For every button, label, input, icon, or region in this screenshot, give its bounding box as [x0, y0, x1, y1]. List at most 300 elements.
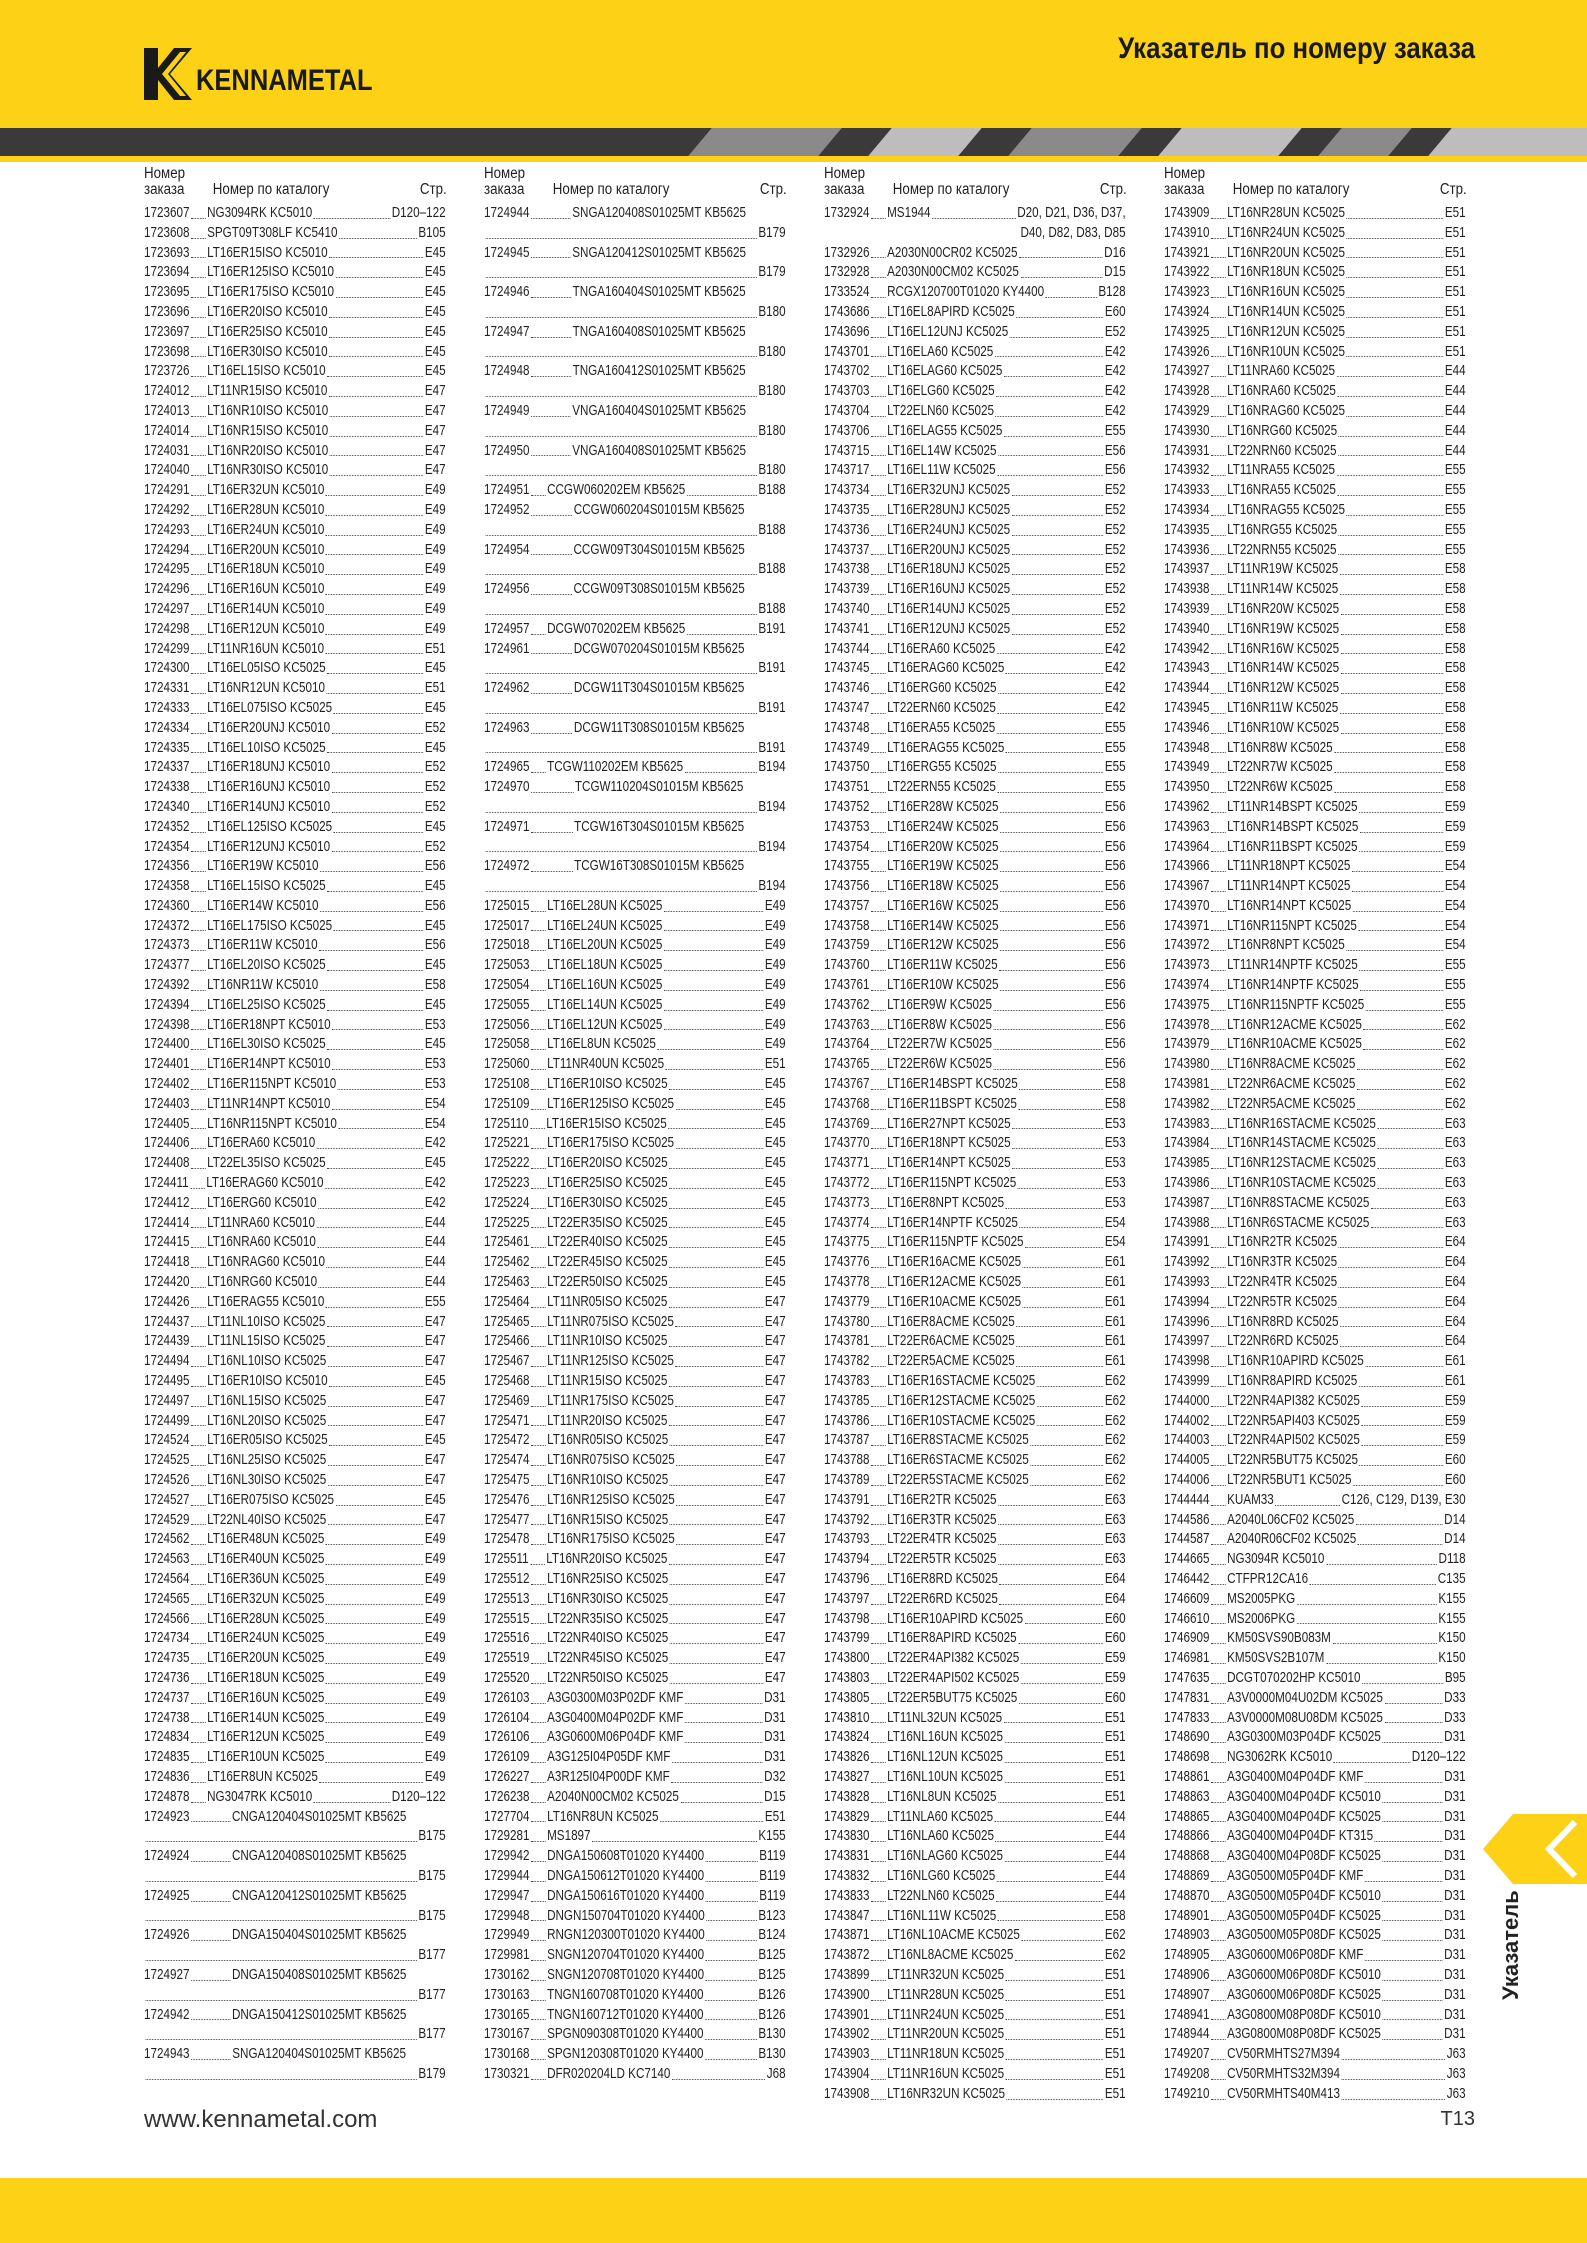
- index-row: [144, 739, 446, 759]
- catalog-number: CV50RMHTS40M413: [1227, 2085, 1340, 2102]
- page-reference: E47: [764, 1511, 786, 1528]
- leader-dots: [1023, 1253, 1103, 1268]
- leader-dots: [871, 699, 885, 714]
- leader-dots: [1338, 541, 1443, 556]
- catalog-number: A2040L06CF02 KC5025: [1227, 1511, 1355, 1528]
- leader-dots: [871, 1214, 885, 1229]
- order-number: 1743769: [824, 1115, 870, 1132]
- catalog-number: LT16NL10ISO KC5025: [207, 1353, 327, 1370]
- order-number: 1724439: [144, 1333, 190, 1350]
- index-row: [1164, 818, 1466, 838]
- order-number: 1725467: [484, 1353, 530, 1370]
- order-number: 1724338: [144, 779, 190, 796]
- catalog-number: LT16ER2TR KC5025: [887, 1491, 997, 1508]
- spacer: [406, 2006, 445, 2026]
- order-number: 1725513: [484, 1590, 530, 1607]
- leader-dots: [319, 1273, 423, 1288]
- index-row: [484, 1154, 786, 1174]
- page-reference: E44: [1104, 1808, 1126, 1825]
- page-reference: E44: [424, 1254, 446, 1271]
- catalog-number: LT16ERAG55 KC5025: [887, 739, 1005, 756]
- leader-dots: [191, 1689, 205, 1704]
- order-number: 1748907: [1164, 1986, 1210, 2003]
- order-number: 1724735: [144, 1650, 190, 1667]
- order-number: 1743789: [824, 1472, 870, 1488]
- index-row: [484, 1827, 786, 1847]
- leader-dots: [871, 560, 885, 575]
- index-row: [1164, 1194, 1466, 1214]
- leader-dots: [326, 541, 423, 556]
- leader-dots: [191, 1214, 205, 1229]
- order-number: 1724499: [144, 1412, 190, 1429]
- leader-dots: [531, 1827, 545, 1842]
- leader-dots: [1341, 719, 1444, 734]
- index-row: [484, 442, 786, 462]
- leader-dots: [1211, 600, 1225, 615]
- catalog-number: LT16NR8W KC5025: [1227, 739, 1333, 756]
- page-reference: E47: [424, 442, 446, 459]
- leader-dots: [1334, 739, 1443, 754]
- index-row: [1164, 798, 1466, 818]
- page-reference: E45: [764, 1155, 786, 1172]
- leader-dots: [1211, 1095, 1225, 1110]
- catalog-number: LT22ER5STACME KC5025: [887, 1472, 1029, 1488]
- order-number: 1724335: [144, 739, 190, 756]
- index-row: [824, 303, 1126, 323]
- order-number: 1746909: [1164, 1630, 1210, 1647]
- leader-dots: [1377, 1154, 1443, 1169]
- page-reference: D31: [1444, 1947, 1466, 1964]
- order-number: 1724373: [144, 937, 190, 954]
- catalog-number: LT16ER28UN KC5025: [207, 1610, 325, 1627]
- leader-dots: [191, 679, 205, 694]
- leader-dots: [326, 521, 423, 536]
- leader-dots: [1341, 640, 1444, 655]
- order-number: 1748690: [1164, 1729, 1210, 1746]
- leader-dots: [326, 1629, 423, 1644]
- page-reference: D33: [1444, 1689, 1466, 1706]
- order-number: 1724965: [484, 759, 530, 776]
- index-row: [144, 1986, 446, 2006]
- page-reference: E60: [1104, 1630, 1126, 1647]
- leader-dots: [1211, 1075, 1225, 1090]
- order-number: 1743921: [1164, 244, 1210, 261]
- index-row: [824, 1610, 1126, 1630]
- order-number: 1743945: [1164, 699, 1210, 716]
- page-reference: E51: [1444, 303, 1466, 320]
- index-row: [484, 600, 786, 620]
- page-reference: E55: [1104, 719, 1126, 736]
- catalog-number: LT16NR6STACME KC5025: [1227, 1214, 1370, 1231]
- index-row: [144, 2025, 446, 2045]
- order-number: 1743792: [824, 1511, 870, 1528]
- side-tab-label: [1494, 1890, 1534, 2020]
- page-reference: E47: [764, 1531, 786, 1548]
- leader-dots: [191, 778, 205, 793]
- leader-dots: [317, 1233, 423, 1248]
- page-reference: E47: [424, 1353, 446, 1370]
- leader-dots: [871, 343, 885, 358]
- index-row: [144, 422, 446, 442]
- leader-dots: [1347, 501, 1444, 516]
- index-row: [824, 600, 1126, 620]
- page-reference: E63: [1104, 1531, 1126, 1548]
- catalog-number: LT11NLA60 KC5025: [887, 1808, 994, 1825]
- catalog-number: LT16NRAG60 KC5025: [1227, 402, 1345, 419]
- leader-dots: [669, 1253, 763, 1268]
- leader-dots: [531, 1669, 545, 1684]
- catalog-number: LT16ER18NPT KC5025: [887, 1135, 1011, 1152]
- index-row: [1164, 1115, 1466, 1135]
- index-row: [824, 283, 1126, 303]
- index-row: [1164, 2045, 1466, 2065]
- leader-dots: [1037, 1412, 1103, 1427]
- order-number: 1733524: [824, 284, 870, 301]
- page-reference: E47: [424, 1313, 446, 1330]
- page-reference: B194: [758, 878, 786, 895]
- leader-dots: [1347, 224, 1444, 239]
- order-number: 1743937: [1164, 561, 1210, 578]
- catalog-number: LT16ER115NPTF KC5025: [887, 1234, 1024, 1251]
- leader-dots: [486, 739, 757, 754]
- index-row: [144, 758, 446, 778]
- leader-dots: [531, 323, 571, 338]
- catalog-number: LT16ER32UN KC5025: [207, 1590, 325, 1607]
- order-number: 1725476: [484, 1491, 530, 1508]
- index-row: [1164, 204, 1466, 224]
- leader-dots: [531, 1194, 545, 1209]
- catalog-number: LT16ERA60 KC5025: [887, 640, 996, 657]
- catalog-number: LT16ER6STACME KC5025: [887, 1452, 1029, 1469]
- leader-dots: [871, 461, 885, 476]
- page-reference: E52: [424, 759, 446, 776]
- leader-dots: [531, 679, 572, 694]
- leader-dots: [871, 1887, 885, 1902]
- leader-dots: [1339, 1293, 1443, 1308]
- page-reference: E47: [424, 1412, 446, 1429]
- page-reference: E45: [424, 739, 446, 756]
- leader-dots: [670, 1649, 763, 1664]
- leader-dots: [871, 501, 885, 516]
- catalog-number: LT16NR28UN KC5025: [1227, 205, 1345, 221]
- order-number: 1743785: [824, 1392, 870, 1409]
- index-row: [144, 501, 446, 521]
- catalog-number: LT11NR24UN KC5025: [887, 2006, 1005, 2023]
- page-reference: E51: [1104, 1966, 1126, 1983]
- catalog-number: LT16ER14UNJ KC5010: [207, 798, 331, 815]
- leader-dots: [1012, 501, 1103, 516]
- leader-dots: [1359, 838, 1443, 853]
- catalog-number: A3G0400M04P04DF KC5025: [1227, 1808, 1381, 1825]
- leader-dots: [1211, 1808, 1225, 1823]
- catalog-number: LT16EL16UN KC5025: [547, 977, 663, 994]
- catalog-number: LT11NR28UN KC5025: [887, 1986, 1005, 2003]
- catalog-number: LT22ER50ISO KC5025: [547, 1274, 668, 1291]
- leader-dots: [531, 1511, 545, 1526]
- leader-dots: [1012, 1154, 1103, 1169]
- leader-dots: [486, 659, 757, 674]
- page-reference: E47: [764, 1491, 786, 1508]
- catalog-number: SPGT09T308LF KC5410: [207, 224, 338, 241]
- order-number: 1743754: [824, 838, 870, 855]
- leader-dots: [1012, 560, 1103, 575]
- catalog-number: LT16EL25ISO KC5025: [207, 996, 326, 1013]
- catalog-number: LT22NR4API502 KC5025: [1227, 1432, 1360, 1449]
- leader-dots: [871, 541, 885, 556]
- leader-dots: [1211, 481, 1225, 496]
- order-number: 1743741: [824, 620, 870, 637]
- leader-dots: [1211, 1134, 1225, 1149]
- order-number: 1724031: [144, 442, 190, 459]
- leader-dots: [1384, 1709, 1442, 1724]
- leader-dots: [531, 1273, 545, 1288]
- catalog-number: LT16NR11BSPT KC5025: [1227, 838, 1358, 855]
- order-number: 1724951: [484, 482, 530, 499]
- order-number: 1743904: [824, 2065, 870, 2082]
- order-number: 1743832: [824, 1867, 870, 1884]
- page-reference: E45: [764, 1234, 786, 1251]
- page-reference: D31: [1444, 1828, 1466, 1845]
- page-reference: B194: [758, 798, 786, 815]
- catalog-number: LT16NR8ACME KC5025: [1227, 1056, 1356, 1073]
- leader-dots: [1211, 1570, 1225, 1585]
- catalog-number: LT16ER14UN KC5025: [207, 1709, 325, 1726]
- leader-dots: [871, 1016, 885, 1031]
- leader-dots: [871, 679, 885, 694]
- order-number: 1724526: [144, 1472, 190, 1488]
- order-number: 1748868: [1164, 1848, 1210, 1865]
- leader-dots: [191, 1016, 205, 1031]
- index-row: [1164, 679, 1466, 699]
- order-number: 1743973: [1164, 957, 1210, 974]
- order-number: 1724420: [144, 1274, 190, 1291]
- leader-dots: [1211, 1293, 1225, 1308]
- order-number: 1743926: [1164, 343, 1210, 360]
- leader-dots: [531, 1095, 545, 1110]
- index-row: [824, 976, 1126, 996]
- leader-dots: [1211, 1629, 1225, 1644]
- leader-dots: [871, 1313, 885, 1328]
- catalog-number: LT16ER12UN KC5025: [207, 1729, 325, 1746]
- index-row: [1164, 1768, 1466, 1788]
- leader-dots: [339, 224, 417, 239]
- index-row: [1164, 481, 1466, 501]
- leader-dots: [1358, 1530, 1443, 1545]
- leader-dots: [1211, 541, 1225, 556]
- order-number: 1743972: [1164, 937, 1210, 954]
- order-number: 1743756: [824, 878, 870, 895]
- order-number: 1743703: [824, 383, 870, 400]
- order-number: 1749208: [1164, 2065, 1210, 2082]
- leader-dots: [1360, 976, 1443, 991]
- leader-dots: [1018, 1174, 1103, 1189]
- index-row: [1164, 2025, 1466, 2045]
- order-number: 1724834: [144, 1729, 190, 1746]
- leader-dots: [1211, 323, 1225, 338]
- leader-dots: [1360, 1451, 1444, 1466]
- index-row: [144, 283, 446, 303]
- order-number: 1743778: [824, 1274, 870, 1291]
- catalog-number: LT16ELA60 KC5025: [887, 343, 994, 360]
- leader-dots: [1297, 1610, 1437, 1625]
- leader-dots: [1023, 1273, 1103, 1288]
- page-reference: E42: [1104, 383, 1126, 400]
- order-number: 1743982: [1164, 1095, 1210, 1112]
- index-row: [144, 1808, 446, 1828]
- leader-dots: [871, 1530, 885, 1545]
- page-reference: E59: [1444, 1412, 1466, 1429]
- index-row: [144, 461, 446, 481]
- leader-dots: [871, 1392, 885, 1407]
- page-reference: E58: [1104, 1907, 1126, 1924]
- leader-dots: [334, 917, 424, 932]
- leader-dots: [998, 1550, 1103, 1565]
- index-row: [824, 956, 1126, 976]
- order-number: 1743829: [824, 1808, 870, 1825]
- index-row: [824, 263, 1126, 283]
- index-row: [824, 1689, 1126, 1709]
- index-row: [824, 1332, 1126, 1352]
- index-row: [144, 1689, 446, 1709]
- page-reference: E45: [424, 1432, 446, 1449]
- catalog-number: DCGW11T304S01015M KB5625: [573, 680, 745, 697]
- leader-dots: [1006, 2025, 1104, 2040]
- index-row: [1164, 580, 1466, 600]
- leader-dots: [486, 560, 757, 575]
- order-number: 1748869: [1164, 1867, 1210, 1884]
- order-number: 1724734: [144, 1630, 190, 1647]
- catalog-number: LT11NR175ISO KC5025: [547, 1392, 674, 1409]
- index-row: [144, 897, 446, 917]
- leader-dots: [191, 323, 205, 338]
- index-row: [1164, 1451, 1466, 1471]
- leader-dots: [327, 956, 423, 971]
- page-reference: E60: [1444, 1452, 1466, 1469]
- catalog-number: LT16ER16W KC5025: [887, 897, 999, 914]
- page-reference: B188: [758, 521, 786, 538]
- index-row: [144, 1788, 446, 1808]
- leader-dots: [1211, 679, 1225, 694]
- leader-dots: [871, 719, 885, 734]
- page-reference: E45: [424, 957, 446, 974]
- leader-dots: [997, 1867, 1103, 1882]
- leader-dots: [327, 1332, 423, 1347]
- index-row: [1164, 1372, 1466, 1392]
- leader-dots: [1211, 1392, 1225, 1407]
- index-row: [144, 1392, 446, 1412]
- leader-dots: [1353, 1471, 1443, 1486]
- page-reference: E54: [1444, 858, 1466, 875]
- index-row: [484, 283, 786, 303]
- header-page: Стр.: [1099, 181, 1127, 198]
- leader-dots: [191, 1095, 205, 1110]
- page-reference: K155: [1438, 1610, 1466, 1627]
- page-reference: D16: [1104, 244, 1126, 261]
- leader-dots: [191, 1293, 205, 1308]
- leader-dots: [191, 1412, 205, 1427]
- leader-dots: [191, 976, 205, 991]
- index-row: [1164, 1530, 1466, 1550]
- page-reference: E42: [1104, 680, 1126, 697]
- order-number: 1724354: [144, 838, 190, 855]
- leader-dots: [998, 758, 1103, 773]
- catalog-number: A3G0600M06P04DF KMF: [547, 1729, 684, 1746]
- leader-dots: [531, 1293, 545, 1308]
- leader-dots: [1025, 1610, 1103, 1625]
- leader-dots: [191, 244, 205, 259]
- page-reference: B188: [758, 561, 786, 578]
- page-reference: E59: [1444, 838, 1466, 855]
- leader-dots: [191, 1115, 205, 1130]
- catalog-number: LT16NR14UN KC5025: [1227, 303, 1345, 320]
- index-row: [824, 1154, 1126, 1174]
- page-reference: E49: [424, 1709, 446, 1726]
- leader-dots: [1362, 1431, 1444, 1446]
- page-reference: E51: [764, 1056, 786, 1073]
- leader-dots: [191, 461, 205, 476]
- leader-dots: [191, 897, 205, 912]
- index-row: [1164, 897, 1466, 917]
- index-row: [144, 857, 446, 877]
- leader-dots: [1365, 1768, 1443, 1783]
- order-number: 1724012: [144, 383, 190, 400]
- order-number: 1743775: [824, 1234, 870, 1251]
- spacer: [746, 442, 786, 462]
- leader-dots: [1382, 1887, 1442, 1902]
- catalog-number: LT16EL14W KC5025: [887, 442, 997, 459]
- index-row: [484, 1966, 786, 1986]
- order-number: 1743979: [1164, 1036, 1210, 1053]
- catalog-number: RCGX120700T01020 KY4400: [887, 284, 1045, 301]
- leader-dots: [871, 1649, 885, 1664]
- catalog-number: LT16NRG60 KC5025: [1227, 422, 1338, 439]
- leader-dots: [871, 1174, 885, 1189]
- order-number: 1743992: [1164, 1254, 1210, 1271]
- leader-dots: [670, 1590, 763, 1605]
- page-reference: E45: [424, 244, 446, 261]
- index-row: [1164, 1214, 1466, 1234]
- index-row: [484, 1709, 786, 1729]
- catalog-number: A2040N00CM02 KC5025: [547, 1788, 679, 1805]
- catalog-number: LT16ER05ISO KC5025: [207, 1432, 328, 1449]
- catalog-number: LT16ER14BSPT KC5025: [887, 1076, 1018, 1093]
- spacer: [824, 224, 1020, 244]
- page-reference: E45: [424, 818, 446, 835]
- page-reference: E49: [764, 937, 786, 954]
- leader-dots: [1211, 1313, 1225, 1328]
- leader-dots: [326, 580, 423, 595]
- catalog-number: SNGN120704T01020 KY4400: [547, 1947, 705, 1964]
- order-number: 1724340: [144, 798, 190, 815]
- index-row: [484, 1412, 786, 1432]
- leader-dots: [671, 1768, 762, 1783]
- order-number: 1748944: [1164, 2026, 1210, 2043]
- leader-dots: [1211, 521, 1225, 536]
- catalog-number: LT16ELG60 KC5025: [887, 383, 995, 400]
- index-row: [144, 640, 446, 660]
- index-row: [824, 541, 1126, 561]
- leader-dots: [531, 719, 572, 734]
- leader-dots: [317, 1214, 424, 1229]
- catalog-number: A3G0800M08P08DF KC5025: [1227, 2026, 1381, 2043]
- index-row: [1164, 699, 1466, 719]
- leader-dots: [1211, 1431, 1225, 1446]
- index-row: [484, 1451, 786, 1471]
- leader-dots: [191, 1649, 205, 1664]
- leader-dots: [687, 481, 757, 496]
- order-number: 1724333: [144, 699, 190, 716]
- catalog-number: SPGN090308T01020 KY4400: [547, 2026, 704, 2043]
